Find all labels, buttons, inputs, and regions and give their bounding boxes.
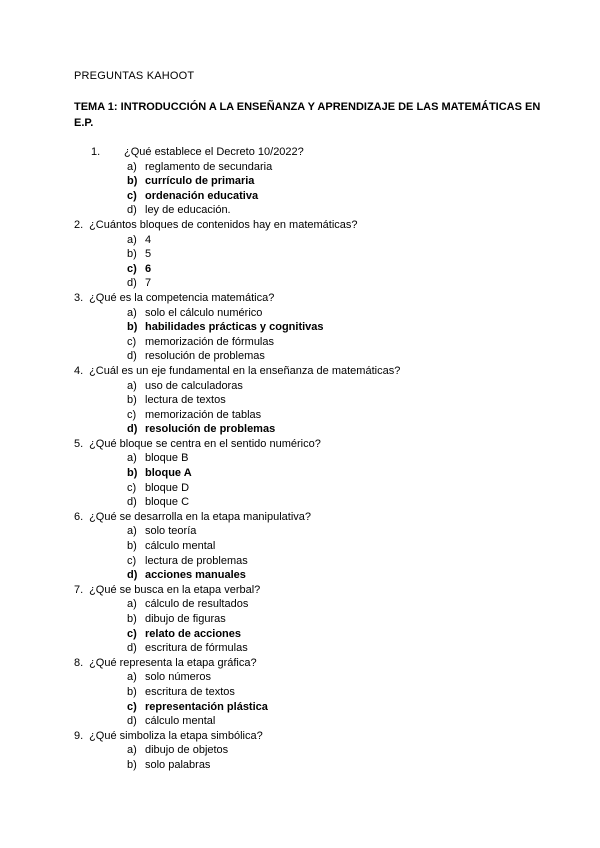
option-3d — [74, 349, 554, 364]
option-text: habilidades prácticas y cognitivas — [145, 321, 324, 334]
option-6c — [74, 554, 554, 569]
question-1 — [74, 145, 554, 160]
document-title: TEMA 1: INTRODUCCIÓN A LA ENSEÑANZA Y APRENDIZAJE DE LAS MATEMÁTICAS EN E.P. — [74, 101, 541, 129]
question-number: 1. — [91, 146, 101, 158]
option-text: bloque A — [145, 467, 192, 480]
option-letter: b) — [127, 613, 137, 625]
option-letter: c) — [127, 262, 137, 275]
option-text: escritura de textos — [145, 685, 235, 698]
option-letter: d) — [127, 496, 137, 509]
option-letter: c) — [127, 627, 137, 640]
option-5c — [74, 481, 554, 496]
option-1a — [74, 160, 554, 175]
option-7d — [74, 641, 554, 656]
option-letter: b) — [127, 758, 137, 771]
option-text: solo el cálculo numérico — [145, 306, 263, 319]
option-6b — [74, 539, 554, 554]
option-7c-correct — [74, 627, 554, 642]
option-text: cálculo mental — [145, 540, 216, 553]
option-1d — [74, 203, 554, 218]
option-letter: c) — [127, 189, 137, 202]
option-9b — [74, 758, 554, 773]
option-text: resolución de problemas — [145, 423, 276, 436]
question-number: 6. — [74, 510, 84, 523]
option-2a — [74, 233, 554, 248]
option-text: solo números — [145, 671, 212, 684]
question-7 — [74, 583, 554, 598]
question-number: 4. — [74, 364, 84, 377]
option-letter: a) — [127, 233, 137, 246]
option-text: solo teoría — [145, 525, 197, 538]
option-letter: b) — [127, 175, 138, 188]
question-text: ¿Cuántos bloques de contenidos hay en matemáticas? — [89, 218, 358, 231]
option-letter: c) — [127, 335, 137, 348]
option-letter: b) — [127, 394, 137, 407]
option-letter: a) — [127, 671, 137, 684]
question-9 — [74, 729, 554, 744]
option-4d-correct — [74, 422, 554, 437]
option-letter: a) — [127, 744, 137, 757]
question-4 — [74, 364, 554, 379]
option-text: bloque B — [145, 452, 189, 465]
option-text: ordenación educativa — [145, 189, 259, 202]
option-text: currículo de primaria — [145, 175, 255, 188]
question-list — [74, 145, 554, 773]
option-5d — [74, 495, 554, 510]
document-header: PREGUNTAS KAHOOT — [74, 70, 195, 82]
option-4b — [74, 393, 554, 408]
option-text: dibujo de objetos — [145, 744, 229, 757]
option-letter: a) — [127, 306, 137, 319]
option-text: uso de calculadoras — [145, 379, 243, 392]
question-8 — [74, 656, 554, 671]
option-4c — [74, 408, 554, 423]
option-1b-correct — [74, 174, 554, 189]
option-text: escritura de fórmulas — [145, 642, 248, 655]
option-8c-correct — [74, 700, 554, 715]
option-letter: b) — [127, 540, 137, 553]
option-letter: b) — [127, 321, 138, 334]
question-text: ¿Qué representa la etapa gráfica? — [89, 656, 257, 669]
option-3a — [74, 306, 554, 321]
question-number: 8. — [74, 656, 84, 669]
option-5a — [74, 451, 554, 466]
question-text: ¿Qué es la competencia matemática? — [89, 291, 275, 304]
option-text: 6 — [145, 262, 152, 275]
option-8d — [74, 714, 554, 729]
option-letter: b) — [127, 685, 137, 698]
question-2 — [74, 218, 554, 233]
option-letter: c) — [127, 408, 137, 421]
option-letter: a) — [127, 598, 137, 611]
option-text: relato de acciones — [145, 627, 241, 640]
option-text: acciones manuales — [145, 569, 246, 582]
option-text: bloque D — [145, 481, 190, 494]
option-text: representación plástica — [145, 700, 268, 713]
option-letter: b) — [127, 467, 138, 480]
option-letter: a) — [127, 379, 137, 392]
question-5 — [74, 437, 554, 452]
option-text: reglamento de secundaria — [145, 160, 273, 173]
option-letter: d) — [127, 350, 137, 363]
question-text: ¿Qué bloque se centra en el sentido numérico? — [89, 437, 321, 450]
option-text: cálculo mental — [145, 715, 216, 728]
option-letter: d) — [127, 204, 137, 217]
option-4a — [74, 379, 554, 394]
option-letter: d) — [127, 715, 137, 728]
option-letter: c) — [127, 481, 137, 494]
question-3 — [74, 291, 554, 306]
option-3b-correct — [74, 320, 554, 335]
option-2b — [74, 247, 554, 262]
option-text: lectura de problemas — [145, 554, 248, 567]
option-text: resolución de problemas — [145, 350, 265, 363]
option-8a — [74, 670, 554, 685]
option-5b-correct — [74, 466, 554, 481]
question-text: ¿Cuál es un eje fundamental en la enseñanza de matemáticas? — [89, 364, 401, 377]
option-3c — [74, 335, 554, 350]
option-letter: d) — [127, 423, 138, 436]
option-text: bloque C — [145, 496, 190, 509]
option-6a — [74, 524, 554, 539]
option-letter: d) — [127, 569, 138, 582]
question-6 — [74, 510, 554, 525]
option-6d-correct — [74, 568, 554, 583]
option-text: 7 — [145, 277, 152, 290]
question-number: 3. — [74, 291, 84, 304]
option-2d — [74, 276, 554, 291]
option-2c-correct — [74, 262, 554, 277]
question-text: ¿Qué se busca en la etapa verbal? — [89, 583, 261, 596]
option-letter: d) — [127, 277, 137, 290]
question-number: 5. — [74, 437, 84, 450]
option-text: solo palabras — [145, 758, 211, 771]
option-text: 5 — [145, 248, 152, 261]
option-letter: d) — [127, 642, 137, 655]
option-letter: b) — [127, 248, 137, 261]
option-text: 4 — [145, 233, 152, 246]
option-8b — [74, 685, 554, 700]
option-7a — [74, 597, 554, 612]
question-text: ¿Qué se desarrolla en la etapa manipulativa? — [89, 510, 312, 523]
option-letter: c) — [127, 554, 137, 567]
option-text: cálculo de resultados — [145, 598, 249, 611]
option-text: lectura de textos — [145, 394, 226, 407]
question-text: ¿Qué simboliza la etapa simbólica? — [89, 729, 263, 742]
option-1c-correct — [74, 189, 554, 204]
option-text: memorización de fórmulas — [145, 335, 274, 348]
option-7b — [74, 612, 554, 627]
option-9a — [74, 743, 554, 758]
option-text: memorización de tablas — [145, 408, 262, 421]
option-text: dibujo de figuras — [145, 613, 226, 625]
option-letter: a) — [127, 160, 137, 173]
question-text: ¿Qué establece el Decreto 10/2022? — [124, 146, 304, 158]
question-number: 9. — [74, 729, 84, 742]
option-letter: a) — [127, 525, 137, 538]
option-letter: c) — [127, 700, 137, 713]
question-number: 2. — [74, 218, 84, 231]
option-text: ley de educación. — [145, 204, 231, 217]
option-letter: a) — [127, 452, 137, 465]
question-number: 7. — [74, 583, 84, 596]
